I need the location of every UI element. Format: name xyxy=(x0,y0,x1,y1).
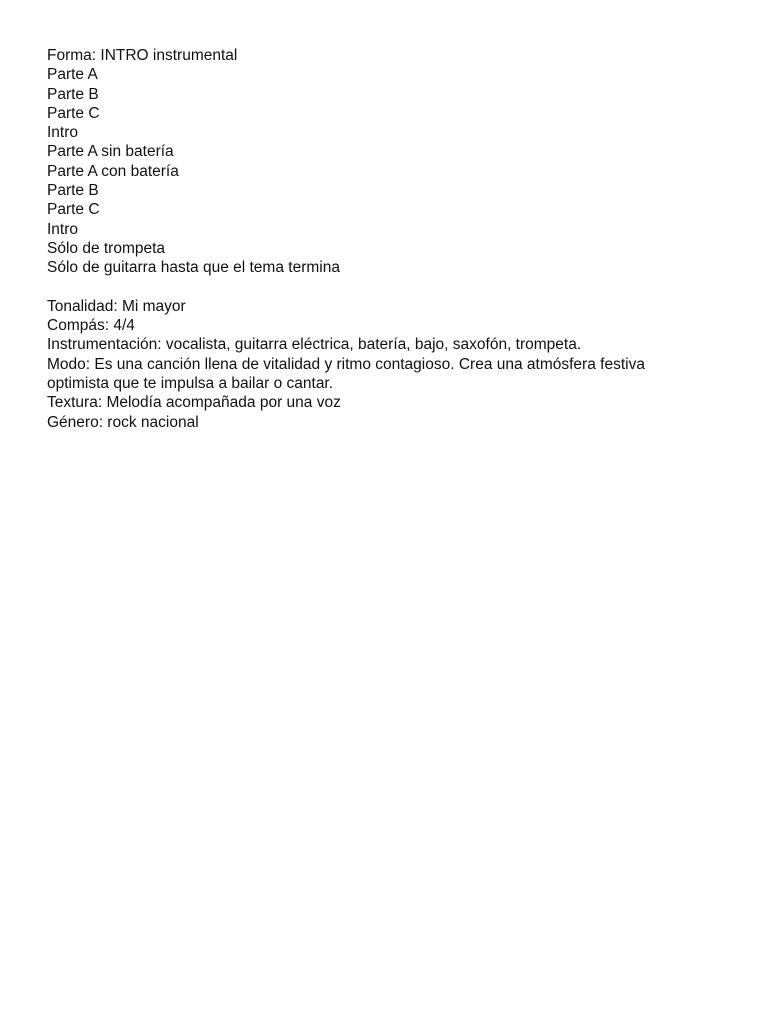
form-line: Parte A xyxy=(47,66,98,84)
form-section xyxy=(47,46,727,278)
form-line: Sólo de guitarra hasta que el tema termina xyxy=(47,259,340,277)
form-line: Parte C xyxy=(47,201,100,219)
details-section xyxy=(47,297,727,432)
genre-line: Género: rock nacional xyxy=(47,413,199,431)
section-spacer xyxy=(47,278,727,297)
mode-line-1: Modo: Es una canción llena de vitalidad y ritmo contagioso. Crea una atmósfera festiva xyxy=(47,355,645,373)
document-page xyxy=(47,46,727,432)
form-line: Parte B xyxy=(47,182,99,200)
tonality-line: Tonalidad: Mi mayor xyxy=(47,297,186,315)
form-line: Sólo de trompeta xyxy=(47,239,166,257)
form-line: Parte A con batería xyxy=(47,162,179,180)
texture-line: Textura: Melodía acompañada por una voz xyxy=(47,394,341,412)
form-heading: Forma: INTRO instrumental xyxy=(47,47,238,64)
meter-line: Compás: 4/4 xyxy=(47,317,135,335)
instrumentation-line: Instrumentación: vocalista, guitarra eléctrica, batería, bajo, saxofón, trompeta. xyxy=(47,336,582,354)
form-line: Parte B xyxy=(47,85,99,103)
form-line: Parte C xyxy=(47,104,100,122)
mode-line-2: optimista que te impulsa a bailar o cantar. xyxy=(47,375,334,393)
form-line: Intro xyxy=(47,220,79,238)
form-line: Parte A sin batería xyxy=(47,143,174,161)
form-line: Intro xyxy=(47,124,79,142)
